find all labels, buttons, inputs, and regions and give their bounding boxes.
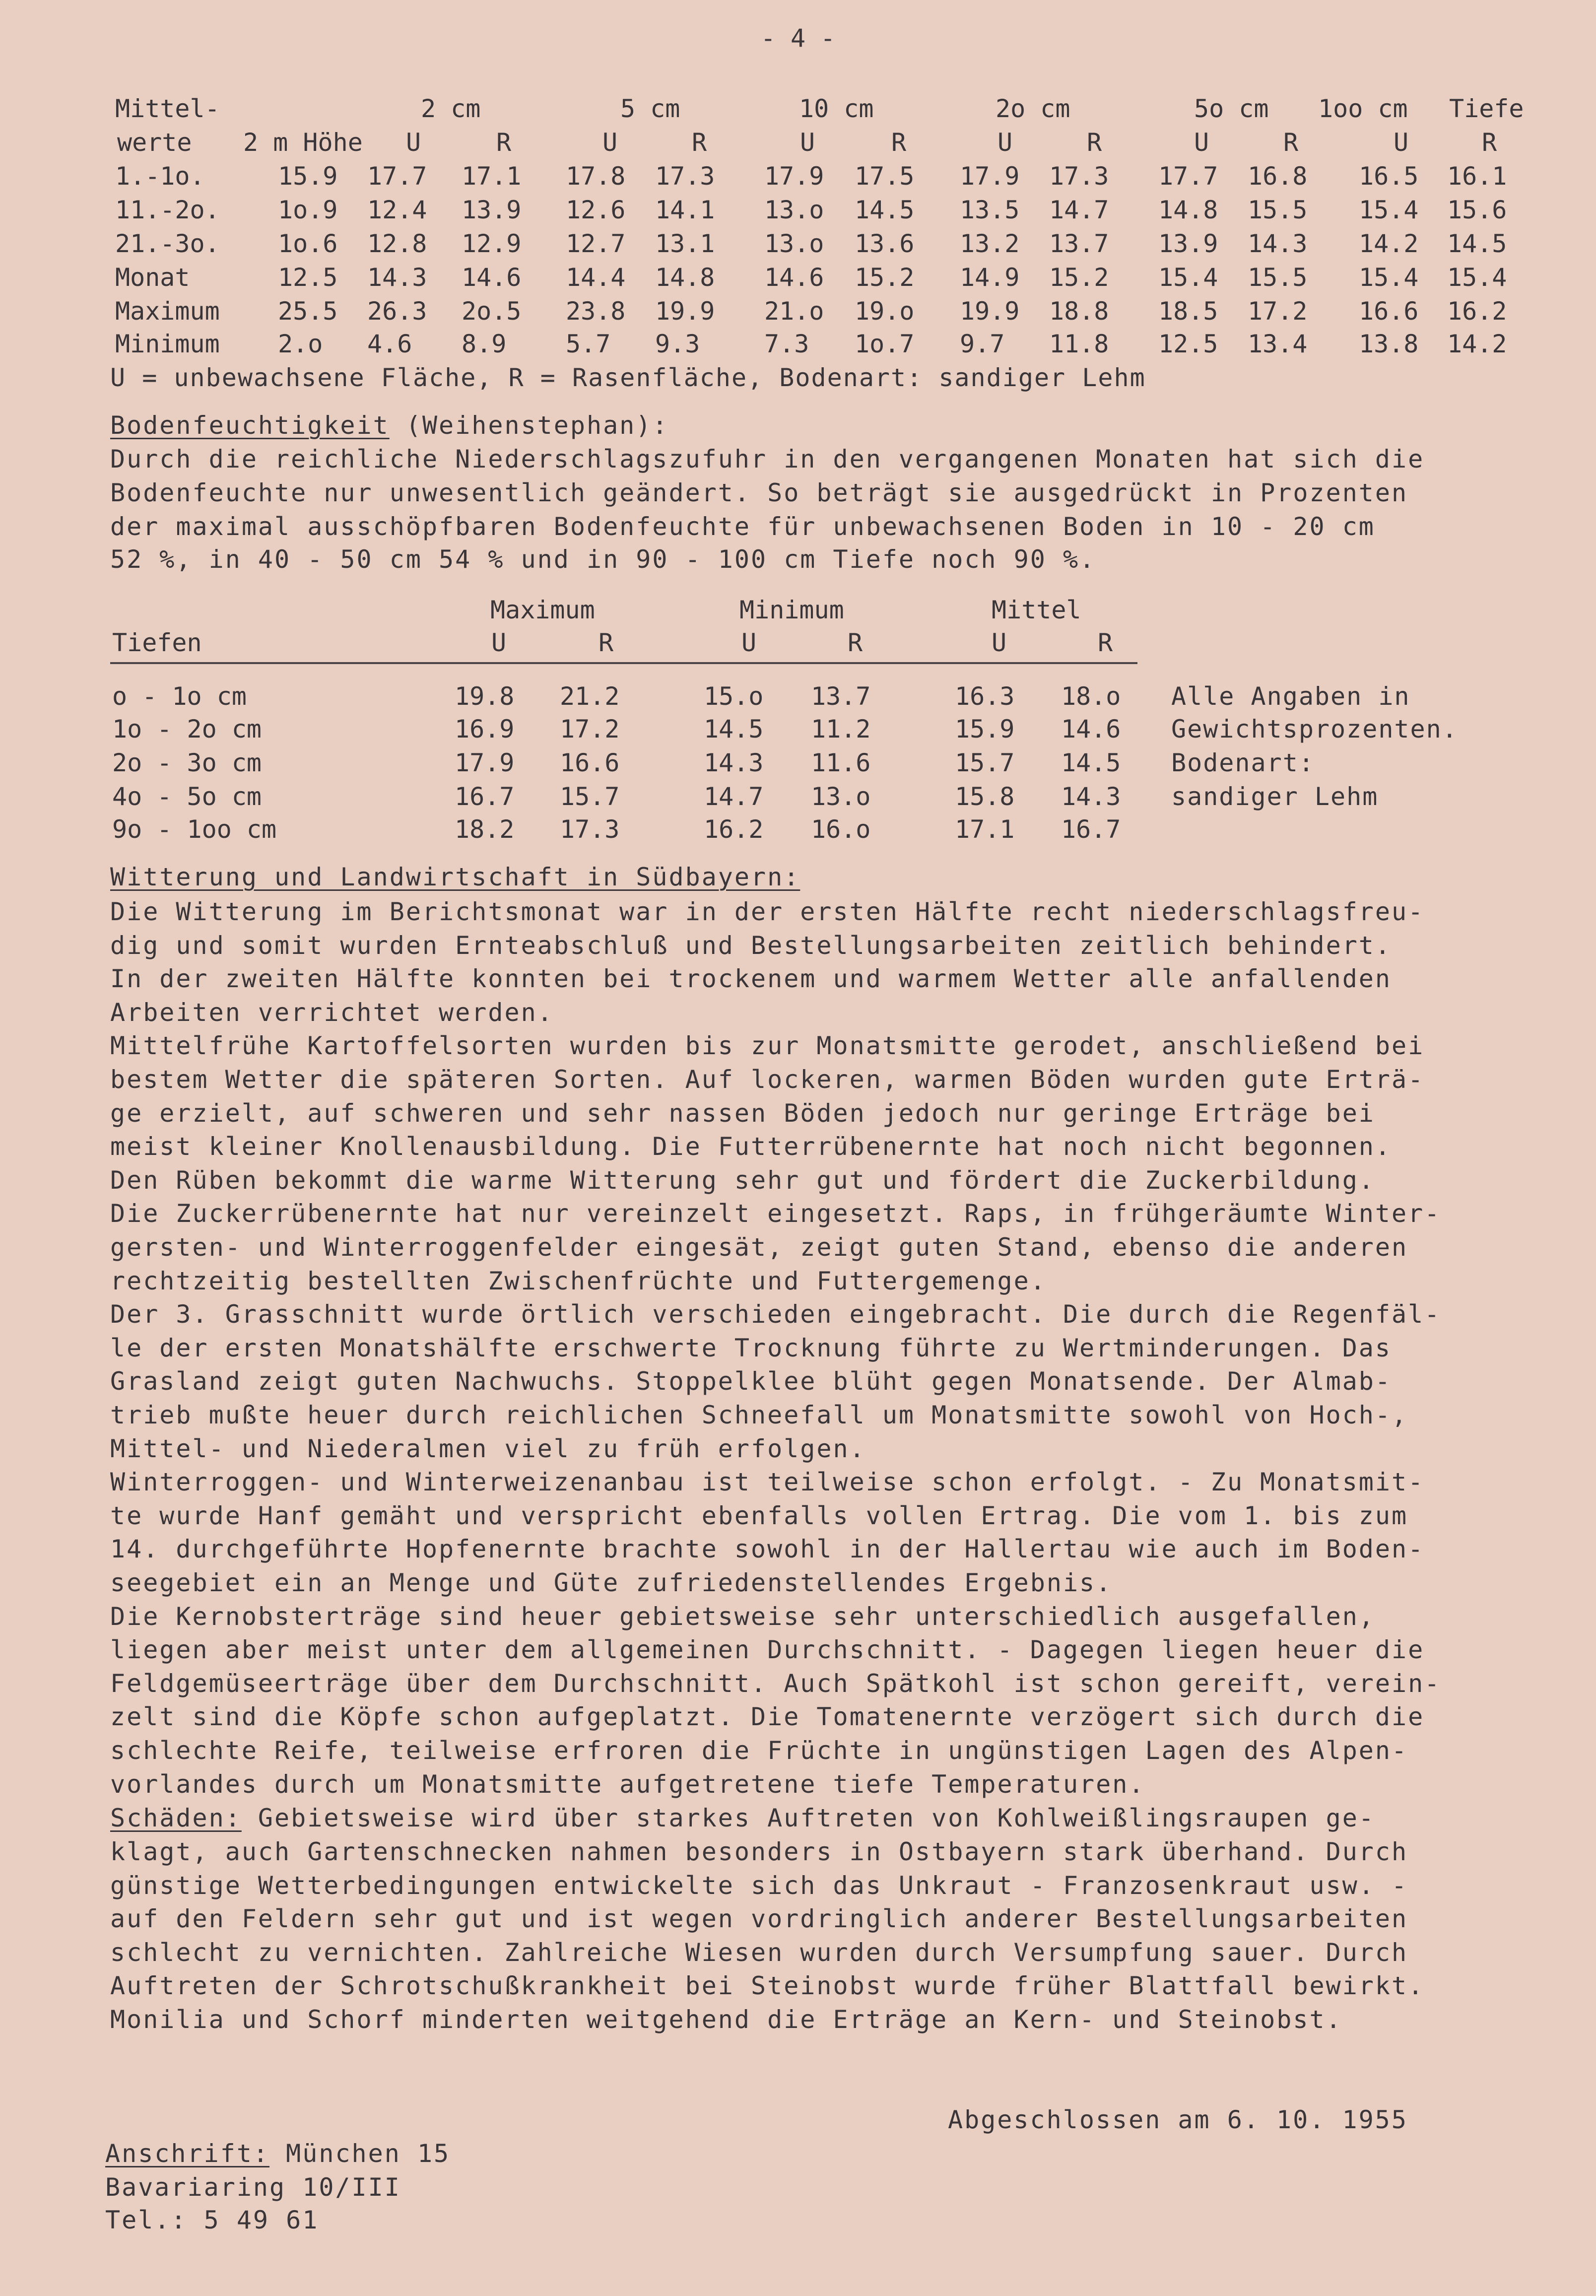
damage-line: klagt, auch Gartenschnecken nahmen besonders in Ostbayern stark überhand. Durch (110, 1837, 1408, 1866)
soil-temp-cell: 26.3 (367, 297, 427, 326)
soil-temp-cell: 12.5 (1158, 330, 1218, 358)
soil-temp-cell: 17.3 (1049, 162, 1109, 191)
subheader-r: R (891, 128, 907, 157)
soil-temp-cell: 12.6 (566, 196, 626, 224)
soil-temp-cell: 14.3 (367, 263, 427, 292)
depth-range: 2o - 3o cm (112, 748, 262, 777)
moisture-cell: 16.9 (455, 715, 515, 743)
soil-temp-cell: 1o.9 (278, 196, 338, 224)
weather-line: Die Witterung im Berichtsmonat war in der ersten Hälfte recht niederschlagsfreu- (110, 897, 1425, 926)
ur-u: U (992, 628, 1007, 657)
moisture-line: 52 %, in 40 - 50 cm 54 % und in 90 - 100 cm Tiefe noch 90 %. (110, 545, 1096, 574)
soil-temp-cell: 14.3 (1248, 229, 1308, 258)
weather-line: Winterroggen- und Winterweizenanbau ist teilweise schon erfolgt. - Zu Monatsmit- (110, 1468, 1425, 1497)
soil-temp-cell: 12.5 (278, 263, 338, 292)
soil-temp-cell: 17.9 (960, 162, 1020, 191)
weather-line: schlechte Reife, teilweise erfroren die Früchte in ungünstigen Lagen des Alpen- (110, 1736, 1408, 1765)
group-mittel: Mittel (992, 596, 1081, 624)
moisture-row (0, 782, 1141, 815)
depth-range: 1o - 2o cm (112, 715, 262, 743)
damage-line: schlecht zu vernichten. Zahlreiche Wiesen wurden durch Versumpfung sauer. Durch (110, 1938, 1408, 1967)
subheader-u: U (406, 128, 421, 157)
subheader-u: U (602, 128, 618, 157)
moisture-cell: 15.o (704, 682, 764, 711)
moisture-note: Bodenart: (1171, 748, 1315, 777)
soil-temp-cell: 13.5 (960, 196, 1020, 224)
moisture-cell: 16.7 (455, 782, 515, 811)
soil-temp-cell: 14.7 (1049, 196, 1109, 224)
soil-temp-cell: 12.8 (367, 229, 427, 258)
moisture-row (0, 715, 1141, 747)
soil-temp-cell: 15.5 (1248, 196, 1308, 224)
group-maximum: Maximum (490, 596, 595, 624)
weather-line: seegebiet ein an Menge und Güte zufriedenstellendes Ergebnis. (110, 1568, 1113, 1597)
soil-temp-cell: 8.9 (462, 330, 507, 358)
moisture-cell: 15.7 (560, 782, 620, 811)
moisture-cell: 15.8 (955, 782, 1015, 811)
moisture-cell: 14.5 (704, 715, 764, 743)
soil-temp-cell: 14.6 (462, 263, 522, 292)
soil-temp-cell: 9.7 (960, 330, 1005, 358)
damage-line: Monilia und Schorf minderten weitgehend die Erträge an Kern- und Steinobst. (110, 2005, 1342, 2034)
soil-temp-cell: 13.9 (1158, 229, 1218, 258)
soil-temp-subheader-row (0, 128, 1596, 161)
soil-temp-row (0, 162, 1596, 195)
soil-temp-row (0, 229, 1596, 262)
moisture-row (0, 815, 1141, 848)
row-label: 21.-3o. (115, 229, 220, 258)
moisture-row (0, 748, 1141, 781)
soil-temp-cell: 19.9 (960, 297, 1020, 326)
row-label: Maximum (115, 297, 220, 326)
soil-temp-cell: 14.4 (566, 263, 626, 292)
moisture-cell: 17.3 (560, 815, 620, 844)
moisture-ur-row (0, 628, 1596, 661)
soil-temp-cell: 13.2 (960, 229, 1020, 258)
soil-temp-cell: 15.4 (1359, 263, 1419, 292)
weather-line: dig und somit wurden Ernteabschluß und Bestellungsarbeiten zeitlich behindert. (110, 931, 1392, 960)
moisture-cell: 16.6 (560, 748, 620, 777)
header-2cm: 2 cm (421, 94, 481, 123)
soil-temp-cell: 15.6 (1447, 196, 1507, 224)
subheader-u: U (800, 128, 815, 157)
soil-temp-cell: 13.8 (1359, 330, 1419, 358)
soil-temp-cell: 17.2 (1248, 297, 1308, 326)
soil-temp-cell: 12.7 (566, 229, 626, 258)
soil-temp-cell: 16.1 (1447, 162, 1507, 191)
soil-temp-cell: 4.6 (367, 330, 412, 358)
soil-temp-cell: 14.9 (960, 263, 1020, 292)
header-5cm: 5 cm (620, 94, 680, 123)
subheader-r: R (1087, 128, 1102, 157)
moisture-heading: Bodenfeuchtigkeit (110, 411, 390, 440)
soil-temp-cell: 16.8 (1248, 162, 1308, 191)
address-line-1 (105, 2139, 450, 2172)
soil-temp-cell: 25.5 (278, 297, 338, 326)
moisture-cell: 14.5 (1061, 748, 1121, 777)
soil-temp-cell: 16.5 (1359, 162, 1419, 191)
depth-range: 9o - 1oo cm (112, 815, 277, 844)
damage-line: auf den Feldern sehr gut und ist wegen vordringlich anderer Bestellungsarbeiten (110, 1904, 1408, 1934)
soil-temp-cell: 13.o (764, 229, 824, 258)
soil-temp-cell: 17.9 (764, 162, 824, 191)
moisture-cell: 17.1 (955, 815, 1015, 844)
subheader-r: R (496, 128, 512, 157)
weather-line: Mittel- und Niederalmen viel zu früh erfolgen. (110, 1434, 866, 1463)
soil-temp-cell: 13.o (764, 196, 824, 224)
moisture-cell: 13.7 (811, 682, 871, 711)
weather-line: gersten- und Winterroggenfelder eingesät, zeigt guten Stand, ebenso die anderen (110, 1233, 1408, 1262)
depth-range: o - 1o cm (112, 682, 247, 711)
moisture-cell: 17.2 (560, 715, 620, 743)
soil-temp-cell: 12.9 (462, 229, 522, 258)
moisture-cell: 14.3 (1061, 782, 1121, 811)
soil-temp-cell: 16.6 (1359, 297, 1419, 326)
soil-temp-cell: 15.2 (1049, 263, 1109, 292)
soil-temp-cell: 14.8 (655, 263, 715, 292)
weather-line: bestem Wetter die späteren Sorten. Auf lockeren, warmen Böden wurden gute Erträ- (110, 1065, 1425, 1094)
moisture-cell: 15.9 (955, 715, 1015, 743)
weather-line: zelt sind die Köpfe schon aufgeplatzt. Die Tomatenernte verzögert sich durch die (110, 1702, 1425, 1732)
moisture-cell: 15.7 (955, 748, 1015, 777)
soil-temp-cell: 17.8 (566, 162, 626, 191)
soil-temp-cell: 5.7 (566, 330, 611, 358)
soil-temp-legend: U = unbewachsene Fläche, R = Rasenfläche, Bodenart: sandiger Lehm (110, 363, 1146, 392)
weather-line: meist kleiner Knollenausbildung. Die Futterrübenernte hat noch nicht begonnen. (110, 1132, 1392, 1161)
moisture-cell: 14.3 (704, 748, 764, 777)
soil-temp-cell: 15.2 (855, 263, 915, 292)
soil-temp-cell: 23.8 (566, 297, 626, 326)
soil-temp-cell: 13.7 (1049, 229, 1109, 258)
soil-temp-cell: 19.9 (655, 297, 715, 326)
header-20cm: 2o cm (996, 94, 1070, 123)
soil-temp-cell: 21.o (764, 297, 824, 326)
subheader-r: R (1283, 128, 1299, 157)
depth-label: Tiefen (112, 628, 202, 657)
soil-temp-cell: 2o.5 (462, 297, 522, 326)
soil-temp-cell: 2.o (278, 330, 323, 358)
header-100cm: 1oo cm (1318, 94, 1408, 123)
header-mittel: Mittel- (115, 94, 220, 123)
moisture-heading-suffix: (Weihenstephan): (389, 411, 669, 440)
moisture-note: sandiger Lehm (1171, 782, 1379, 811)
address-label: Anschrift: (105, 2139, 270, 2168)
soil-temp-cell: 14.6 (764, 263, 824, 292)
soil-temp-cell: 14.2 (1447, 330, 1507, 358)
moisture-cell: 18.o (1061, 682, 1121, 711)
page-number: - 4 - (760, 24, 836, 53)
moisture-cell: 16.3 (955, 682, 1015, 711)
soil-temp-cell: 15.4 (1359, 196, 1419, 224)
row-label: Minimum (115, 330, 220, 358)
soil-temp-cell: 13.6 (855, 229, 915, 258)
soil-temp-cell: 14.8 (1158, 196, 1218, 224)
soil-temp-cell: 15.5 (1248, 263, 1308, 292)
weather-line: rechtzeitig bestellten Zwischenfrüchte und Futtergemenge. (110, 1266, 1047, 1295)
soil-temp-cell: 14.1 (655, 196, 715, 224)
soil-temp-cell: 15.4 (1158, 263, 1218, 292)
moisture-line: der maximal ausschöpfbaren Bodenfeuchte für unbewachsenen Boden in 10 - 20 cm (110, 512, 1375, 541)
soil-temp-cell: 1o.6 (278, 229, 338, 258)
moisture-row (0, 682, 1141, 715)
weather-line: vorlandes durch um Monatsmitte aufgetretene tiefe Temperaturen. (110, 1769, 1145, 1799)
damage-first-line (110, 1804, 1375, 1836)
subheader-2m: 2 m Höhe (243, 128, 363, 157)
depth-range: 4o - 5o cm (112, 782, 262, 811)
soil-temp-cell: 15.4 (1447, 263, 1507, 292)
row-label: 1.-1o. (115, 162, 205, 191)
subheader-r: R (1482, 128, 1497, 157)
moisture-cell: 19.8 (455, 682, 515, 711)
weather-line: Mittelfrühe Kartoffelsorten wurden bis zur Monatsmitte gerodet, anschließend bei (110, 1031, 1425, 1061)
soil-temp-row (0, 263, 1596, 296)
weather-line: trieb mußte heuer durch reichlichen Schneefall um Monatsmitte sowohl von Hoch-, (110, 1401, 1408, 1429)
header-tiefe: Tiefe (1449, 94, 1524, 123)
soil-temp-cell: 14.5 (1447, 229, 1507, 258)
moisture-cell: 16.2 (704, 815, 764, 844)
header-10cm: 10 cm (799, 94, 874, 123)
soil-temp-cell: 17.3 (655, 162, 715, 191)
moisture-heading-line (110, 411, 669, 444)
soil-temp-cell: 13.9 (462, 196, 522, 224)
soil-temp-cell: 9.3 (655, 330, 700, 358)
address-line-3: Tel.: 5 49 61 (105, 2206, 319, 2234)
soil-temp-cell: 14.5 (855, 196, 915, 224)
moisture-cell: 18.2 (455, 815, 515, 844)
moisture-line: Bodenfeuchte nur unwesentlich geändert. So beträgt sie ausgedrückt in Prozenten (110, 478, 1408, 507)
moisture-line: Durch die reichliche Niederschlagszufuhr in den vergangenen Monaten hat sich die (110, 445, 1425, 473)
soil-temp-cell: 13.4 (1248, 330, 1308, 358)
soil-temp-cell: 12.4 (367, 196, 427, 224)
table-rule (110, 662, 1137, 664)
row-label: 11.-2o. (115, 196, 220, 224)
row-label: Monat (115, 263, 190, 292)
weather-line: Grasland zeigt guten Nachwuchs. Stoppelklee blüht gegen Monatsende. Der Almab- (110, 1367, 1392, 1396)
subheader-u: U (1194, 128, 1209, 157)
weather-line: Die Zuckerrübenernte hat nur vereinzelt eingesetzt. Raps, in frühgeräumte Winter- (110, 1199, 1441, 1228)
ur-u: U (741, 628, 757, 657)
ur-r: R (848, 628, 863, 657)
soil-temp-cell: 14.2 (1359, 229, 1419, 258)
soil-temp-cell: 19.o (855, 297, 915, 326)
moisture-cell: 11.6 (811, 748, 871, 777)
moisture-cell: 17.9 (455, 748, 515, 777)
subheader-werte: werte (117, 128, 192, 157)
subheader-r: R (692, 128, 707, 157)
soil-temp-cell: 17.1 (462, 162, 522, 191)
soil-temp-cell: 17.7 (367, 162, 427, 191)
moisture-note: Alle Angaben in (1171, 682, 1410, 711)
soil-temp-row (0, 330, 1596, 362)
weather-line: liegen aber meist unter dem allgemeinen Durchschnitt. - Dagegen liegen heuer die (110, 1635, 1425, 1665)
soil-temp-cell: 11.8 (1049, 330, 1109, 358)
soil-temp-cell: 7.3 (764, 330, 809, 358)
weather-line: Die Kernobsterträge sind heuer gebietsweise sehr unterschiedlich ausgefallen, (110, 1602, 1375, 1631)
soil-temp-cell: 17.5 (855, 162, 915, 191)
ur-r: R (598, 628, 614, 657)
weather-line: In der zweiten Hälfte konnten bei trockenem und warmem Wetter alle anfallenden (110, 964, 1392, 994)
soil-temp-cell: 18.8 (1049, 297, 1109, 326)
moisture-note: Gewichtsprozenten. (1171, 715, 1458, 743)
group-minimum: Minimum (739, 596, 844, 624)
soil-temp-cell: 16.2 (1447, 297, 1507, 326)
soil-temp-cell: 17.7 (1158, 162, 1218, 191)
soil-temp-row (0, 297, 1596, 330)
moisture-cell: 14.6 (1061, 715, 1121, 743)
moisture-cell: 11.2 (811, 715, 871, 743)
weather-line: ge erzielt, auf schweren und sehr nassen Böden jedoch nur geringe Erträge bei (110, 1098, 1375, 1128)
weather-line: te wurde Hanf gemäht und verspricht ebenfalls vollen Ertrag. Die vom 1. bis zum (110, 1501, 1408, 1530)
weather-line: le der ersten Monatshälfte erschwerte Trocknung führte zu Wertminderungen. Das (110, 1333, 1392, 1362)
soil-temp-row (0, 196, 1596, 228)
moisture-group-row (0, 596, 1596, 628)
soil-temp-cell: 15.9 (278, 162, 338, 191)
weather-line: Feldgemüseerträge über dem Durchschnitt. Auch Spätkohl ist schon gereift, verein- (110, 1669, 1441, 1698)
ur-u: U (491, 628, 507, 657)
subheader-u: U (1394, 128, 1409, 157)
soil-temp-cell: 18.5 (1158, 297, 1218, 326)
weather-line: 14. durchgeführte Hopfenernte brachte sowohl in der Hallertau wie auch im Boden- (110, 1535, 1425, 1564)
header-50cm: 5o cm (1194, 94, 1269, 123)
soil-temp-cell: 13.1 (655, 229, 715, 258)
closing-date: Abgeschlossen am 6. 10. 1955 (948, 2105, 1408, 2134)
subheader-u: U (998, 128, 1013, 157)
damage-line: günstige Wetterbedingungen entwickelte sich das Unkraut - Franzosenkraut usw. - (110, 1871, 1408, 1900)
damage-label: Schäden: (110, 1804, 242, 1832)
damage-line: Auftreten der Schrotschußkrankheit bei Steinobst wurde früher Blattfall bewirkt. (110, 1971, 1425, 2001)
moisture-cell: 16.o (811, 815, 871, 844)
damage-first-text: Gebietsweise wird über starkes Auftreten von Kohlweißlingsraupen ge- (241, 1804, 1375, 1832)
soil-temp-cell: 1o.7 (855, 330, 915, 358)
moisture-cell: 21.2 (560, 682, 620, 711)
moisture-cell: 13.o (811, 782, 871, 811)
moisture-cell: 16.7 (1061, 815, 1121, 844)
weather-line: Den Rüben bekommt die warme Witterung sehr gut und fördert die Zuckerbildung. (110, 1165, 1375, 1195)
weather-line: Arbeiten verrichtet werden. (110, 998, 554, 1027)
weather-line: Der 3. Grasschnitt wurde örtlich verschieden eingebracht. Die durch die Regenfäl- (110, 1300, 1441, 1329)
soil-temp-header-row (0, 94, 1596, 127)
moisture-cell: 14.7 (704, 782, 764, 811)
weather-heading: Witterung und Landwirtschaft in Südbayern: (110, 863, 800, 891)
ur-r: R (1098, 628, 1113, 657)
address-line-2: Bavariaring 10/III (105, 2173, 401, 2202)
address-city: München 15 (269, 2139, 451, 2168)
